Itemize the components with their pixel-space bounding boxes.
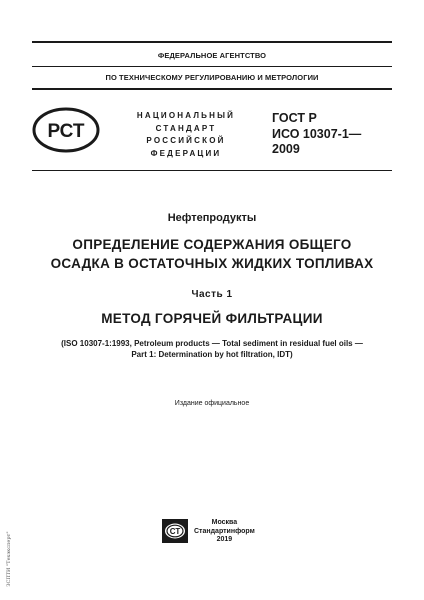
standard-number-line-1: ГОСТ Р (272, 111, 317, 125)
logo-text: РСТ (47, 121, 85, 142)
publisher-city: Москва (211, 519, 238, 526)
gost-r-logo-icon (32, 106, 100, 154)
iso-reference-line-1: (ISO 10307-1:1993, Petroleum products — Total sediment in residual fuel oils — (61, 339, 363, 348)
publisher-info (194, 519, 255, 545)
national-line-3: РОССИЙСКОЙ (146, 136, 226, 145)
standard-bottom-rule (32, 170, 392, 171)
publisher-logo-text: СТ (169, 527, 181, 536)
agency-line-2: ПО ТЕХНИЧЕСКОМУ РЕГУЛИРОВАНИЮ И МЕТРОЛОГИИ (105, 73, 319, 82)
publisher-name: Стандартинформ (194, 527, 255, 535)
publisher-year: 2019 (216, 536, 233, 543)
national-standard-block (128, 110, 244, 160)
title-line-1: ОПРЕДЕЛЕНИЕ СОДЕРЖАНИЯ ОБЩЕГО (72, 237, 352, 252)
iso-reference (20, 338, 404, 360)
agency-divider (32, 66, 392, 67)
method-title: МЕТОД ГОРЯЧЕЙ ФИЛЬТРАЦИИ (101, 311, 323, 326)
agency-line-1: ФЕДЕРАЛЬНОЕ АГЕНТСТВО (157, 51, 267, 60)
standard-number-line-3: 2009 (272, 142, 300, 156)
header-bottom-rule (32, 88, 392, 90)
document-title (20, 235, 404, 273)
watermark (2, 526, 14, 596)
national-line-2: СТАНДАРТ (155, 123, 217, 133)
watermark-text: ЗСПТИ "Техэксперт" (6, 531, 12, 587)
national-line-4: ФЕДЕРАЦИИ (150, 148, 222, 158)
national-line-1: НАЦИОНАЛЬНЫЙ (136, 111, 236, 120)
standard-number (272, 111, 361, 158)
iso-reference-line-2: Part 1: Determination by hot filtration, IDT) (131, 350, 293, 359)
product-group: Нефтепродукты (167, 212, 257, 224)
edition-note: Издание официальное (174, 400, 250, 407)
part-number: Часть 1 (191, 289, 233, 300)
standard-number-line-2: ИСО 10307-1— (272, 126, 362, 141)
standartinform-logo-icon (161, 518, 189, 544)
top-rule (32, 41, 392, 43)
title-line-2: ОСАДКА В ОСТАТОЧНЫХ ЖИДКИХ ТОПЛИВАХ (50, 256, 374, 271)
